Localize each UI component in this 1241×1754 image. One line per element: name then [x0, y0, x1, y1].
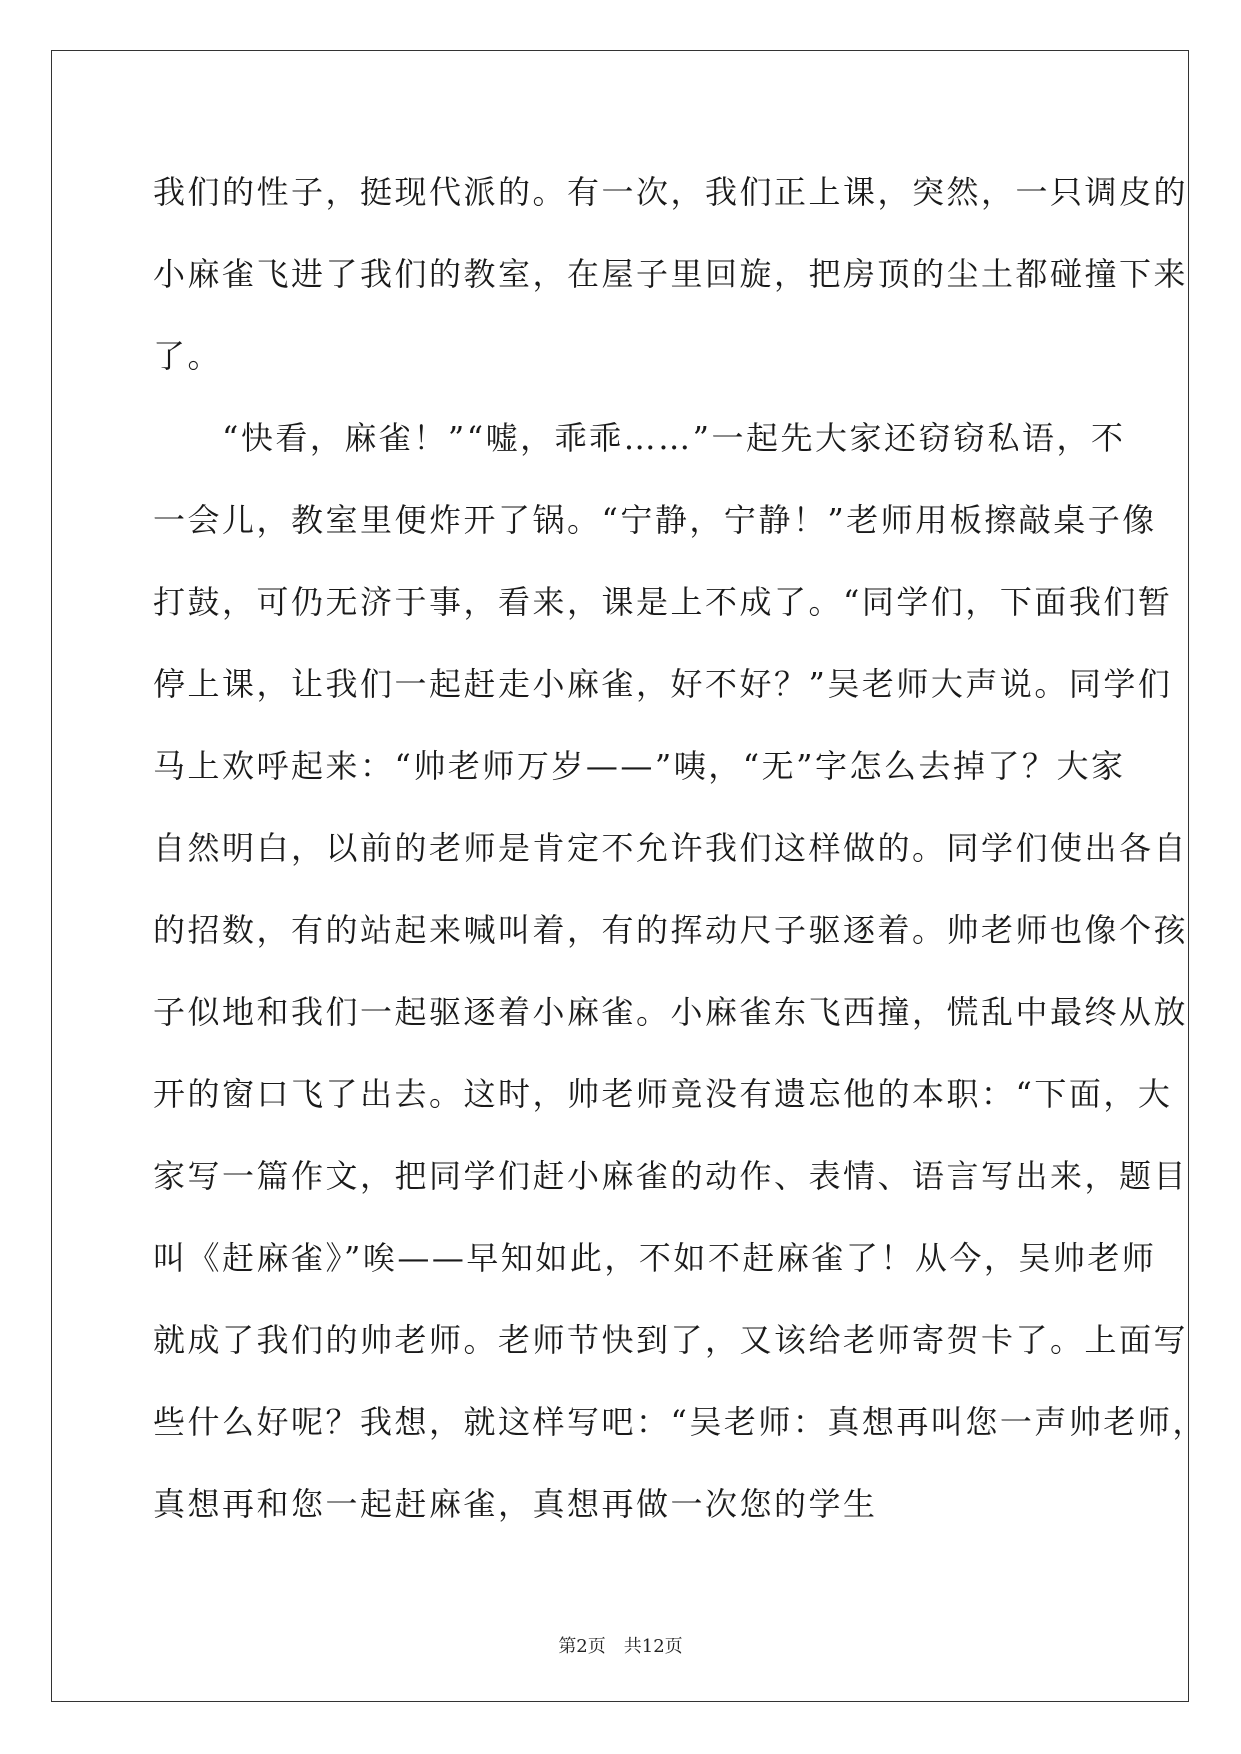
text-line: 马上欢呼起来：“帅老师万岁——”咦，“无”字怎么去掉了？大家: [153, 747, 1126, 785]
text-line: “快看，麻雀！”“嘘，乖乖……”一起先大家还窃窃私语，不: [153, 419, 1126, 457]
page-number: 第2页 共12页: [558, 1636, 683, 1657]
text-line: 就成了我们的帅老师。老师节快到了，又该给老师寄贺卡了。上面写: [153, 1321, 1189, 1359]
body-text: [153, 162, 1207, 1556]
text-line: 打鼓，可仍无济于事，看来，课是上不成了。“同学们，下面我们暂: [153, 583, 1173, 621]
text-line: 些什么好呢？我想，就这样写吧：“吴老师：真想再叫您一声帅老师，: [153, 1403, 1207, 1441]
text-line: 叫《赶麻雀》”唉——早知如此，不如不赶麻雀了！从今，吴帅老师: [153, 1239, 1157, 1277]
text-line: 停上课，让我们一起赶走小麻雀，好不好？”吴老师大声说。同学们: [153, 665, 1173, 703]
text-line: 真想再和您一起赶麻雀，真想再做一次您的学生: [153, 1485, 878, 1523]
text-line: 的招数，有的站起来喊叫着，有的挥动尺子驱逐着。帅老师也像个孩: [153, 911, 1189, 949]
text-line: 子似地和我们一起驱逐着小麻雀。小麻雀东飞西撞，慌乱中最终从放: [153, 993, 1189, 1031]
text-line: 小麻雀飞进了我们的教室，在屋子里回旋，把房顶的尘土都碰撞下来: [153, 255, 1189, 293]
text-line: 家写一篇作文，把同学们赶小麻雀的动作、表情、语言写出来，题目: [153, 1157, 1189, 1195]
text-line: 开的窗口飞了出去。这时，帅老师竟没有遗忘他的本职：“下面，大: [153, 1075, 1173, 1113]
text-line: 自然明白，以前的老师是肯定不允许我们这样做的。同学们使出各自: [153, 829, 1189, 867]
text-line: 了。: [153, 337, 223, 375]
text-line: 我们的性子，挺现代派的。有一次，我们正上课，突然，一只调皮的: [153, 173, 1189, 211]
text-line: 一会儿，教室里便炸开了锅。“宁静，宁静！”老师用板擦敲桌子像: [153, 501, 1157, 539]
